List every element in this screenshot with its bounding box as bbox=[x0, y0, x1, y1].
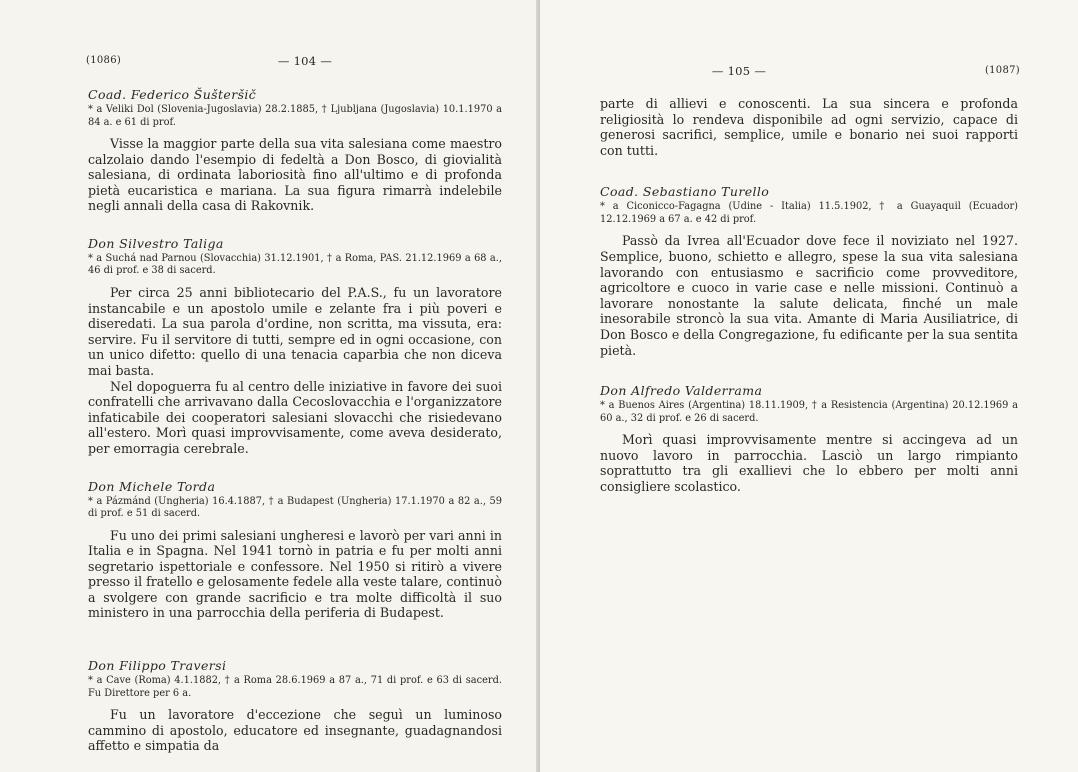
entry-name: Coad. Federico Šušteršič bbox=[88, 87, 257, 102]
left-page-header bbox=[88, 54, 502, 68]
right-page-header bbox=[600, 64, 1018, 78]
obituary-entry bbox=[88, 236, 502, 457]
entry-dates: * a Cave (Roma) 4.1.1882, † a Roma 28.6.1969 a 87 a., 71 di prof. e 63 di sacerd. Fu Direttore per 6 a. bbox=[88, 675, 502, 699]
obituary-entry bbox=[600, 383, 1018, 494]
continued-paragraph: parte di allievi e conoscenti. La sua sincera e profonda religiosità lo rendeva disponibile ad ogni servizio, capace di generosi sacrifici, semplice, umile e bonario nei suoi rapporti con tutti. bbox=[600, 96, 1018, 158]
entry-dates: * a Suchá nad Parnou (Slovacchia) 31.12.1901, † a Roma, PAS. 21.12.1969 a 68 a., 46 di prof. e 38 di sacerd. bbox=[88, 252, 502, 277]
entry-paragraph: Visse la maggior parte della sua vita salesiana come maestro calzolaio dando l'esempio di fedeltà a Don Bosco, di giovialità salesiana, di ordinata laboriosità fino all'ultimo e di profonda pietà eucaristica e mariana. La sua figura rimarrà indelebile negli annali della casa di Rakovnik. bbox=[88, 136, 502, 214]
entry-name: Don Silvestro Taliga bbox=[88, 235, 224, 251]
obituary-entry bbox=[88, 658, 502, 754]
entry-paragraph: Nel dopoguerra fu al centro delle iniziative in favore dei suoi confratelli che arrivavano dalla Cecoslovacchia e l'organizzatore infaticabile dei cooperatori salesiani slovacchi che risiedevano all'estero. Morì quasi improvvisamente, come aveva desiderato, per emorragia cerebrale. bbox=[88, 378, 502, 456]
entry-dates: * a Veliki Dol (Slovenia-Jugoslavia) 28.2.1885, † Ljubljana (Jugoslavia) 10.1.1970 a 84 a. e 61 di prof. bbox=[88, 104, 502, 128]
entry-paragraph: Fu uno dei primi salesiani ungheresi e lavorò per vari anni in Italia e in Spagna. Nel 1941 tornò in patria e fu per molti anni segretario ispettoriale e confessore. Nel 1950 si ritirò a vivere presso il fratello e gelosamente fedele alla veste talare, continuò a svolgere con grande sacrificio e tra molte difficoltà il suo ministero in una parrocchia della periferia di Budapest. bbox=[88, 527, 502, 621]
entry-paragraph: Fu un lavoratore d'eccezione che seguì un luminoso cammino di apostolo, educatore ed insegnante, guadagnandosi affetto e simpatia da bbox=[88, 707, 502, 754]
entry-paragraph: Morì quasi improvvisamente mentre si accingeva ad un nuovo lavoro in parrocchia. Lasciò un largo rimpianto soprattutto tra gli exallievi che lo ebbero per molti anni consigliere scolastico. bbox=[600, 432, 1018, 494]
obituary-entry bbox=[88, 87, 502, 214]
right-page-number: — 105 — bbox=[711, 64, 767, 78]
obituary-entry bbox=[600, 184, 1018, 358]
right-section-number: (1087) bbox=[984, 65, 1020, 76]
left-section-number: (1086) bbox=[86, 55, 122, 66]
right-page bbox=[540, 0, 1078, 772]
obituary-entry bbox=[88, 479, 502, 622]
entry-name: Don Filippo Traversi bbox=[88, 658, 227, 674]
entry-name: Don Alfredo Valderrama bbox=[600, 383, 763, 399]
entry-dates: * a Pázmánd (Ungheria) 16.4.1887, † a Budapest (Ungheria) 17.1.1970 a 82 a., 59 di prof. e 51 di sacerd. bbox=[88, 495, 502, 519]
entry-paragraph: Per circa 25 anni bibliotecario del P.A.S., fu un lavoratore instancabile e un apostolo umile e zelante fra i più poveri e diseredati. La sua parola d'ordine, non scritta, ma vissuta, era: servire. Fu il servitore di tutti, sempre ed in ogni occasione, con un unico difetto: quello di una tenacia caparbia che non diceva mai basta. bbox=[88, 284, 502, 378]
left-page-number: — 104 — bbox=[277, 54, 333, 68]
entry-dates: * a Ciconicco-Fagagna (Udine - Italia) 11.5.1902, † a Guayaquil (Ecuador) 12.12.1969 a 67 a. e 42 di prof. bbox=[600, 201, 1018, 225]
entry-dates: * a Buenos Aires (Argentina) 18.11.1909, † a Resistencia (Argentina) 20.12.1969 a 60 a., 32 di prof. e 26 di sacerd. bbox=[600, 400, 1018, 424]
entry-paragraph: Passò da Ivrea all'Ecuador dove fece il noviziato nel 1927. Semplice, buono, schietto e allegro, spese la sua vita salesiana lavorando con entusiasmo e sacrificio come provveditore, agricoltore e cuoco in varie case e nelle missioni. Continuò a lavorare nonostante la salute delicata, finché un male inesorabile stroncò la sua vita. Amante di Maria Ausiliatrice, di Don Bosco e della Congregazione, fu edificante per la sua sentita pietà. bbox=[600, 233, 1018, 358]
entry-name: Coad. Sebastiano Turello bbox=[600, 184, 770, 200]
entry-name: Don Michele Torda bbox=[88, 478, 216, 494]
